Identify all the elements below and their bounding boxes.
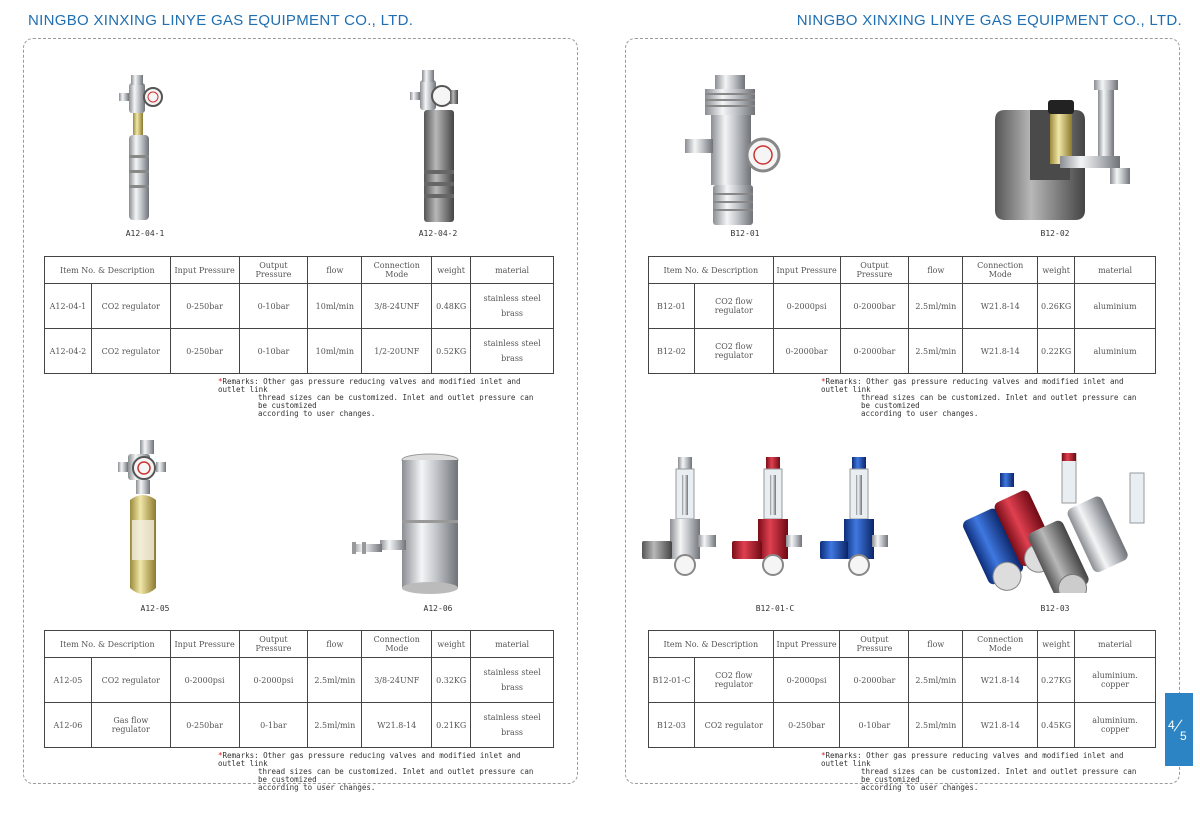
cell-connection: 3/8-24UNF	[362, 284, 432, 329]
header-flow: flow	[308, 631, 362, 658]
material-line: brass	[501, 683, 524, 692]
cell-input: 0-250bar	[170, 284, 239, 329]
material-line: stainless steel	[483, 294, 541, 303]
header-input: Input Pressure	[170, 631, 239, 658]
product-caption: B12-02	[1040, 229, 1070, 238]
page-number-tab	[1165, 693, 1193, 766]
header-weight: weight	[432, 631, 471, 658]
cell-desc: CO2 regulator	[91, 658, 170, 703]
cell-item: B12-02	[649, 329, 695, 374]
cell-weight: 0.21KG	[432, 703, 471, 748]
header-input: Input Pressure	[773, 631, 840, 658]
cell-connection: 1/2-20UNF	[362, 329, 432, 374]
header-connection: Connection Mode	[963, 257, 1038, 284]
product-caption: A12-06	[423, 604, 453, 613]
spec-table	[44, 630, 554, 748]
cell-output: 0-2000psi	[239, 658, 308, 703]
cell-input: 0-2000bar	[773, 329, 840, 374]
cell-material: aluminium. copper	[1075, 703, 1156, 748]
header-weight: weight	[432, 257, 471, 284]
header-weight: weight	[1038, 631, 1075, 658]
cell-weight: 0.52KG	[432, 329, 471, 374]
cell-item: A12-06	[45, 703, 92, 748]
header-connection: Connection Mode	[963, 631, 1038, 658]
cell-connection: W21.8-14	[963, 329, 1038, 374]
header-item: Item No. & Description	[649, 631, 774, 658]
header-flow: flow	[308, 257, 362, 284]
remark-line: thread sizes can be customized. Inlet and outlet pressure can be customized	[861, 393, 1137, 410]
cell-item: B12-03	[649, 703, 695, 748]
remark-line: according to user changes.	[258, 409, 376, 418]
header-material: material	[1075, 257, 1156, 284]
header-item: Item No. & Description	[45, 257, 171, 284]
header-flow: flow	[909, 257, 963, 284]
cell-connection: W21.8-14	[963, 284, 1038, 329]
cell-flow: 2.5ml/min	[308, 703, 362, 748]
remark-note	[218, 752, 538, 792]
remark-note	[218, 378, 538, 418]
table-row	[649, 703, 1156, 748]
product-caption: A12-04-1	[125, 229, 165, 238]
table-row	[45, 703, 554, 748]
cell-output: 0-2000bar	[840, 329, 909, 374]
cell-input: 0-250bar	[170, 329, 239, 374]
product-caption: B12-01-C	[755, 604, 795, 613]
remark-line: Remarks: Other gas pressure reducing valves and modified inlet and outlet link	[218, 751, 521, 768]
cell-output: 0-2000bar	[840, 284, 909, 329]
cell-item: A12-05	[45, 658, 92, 703]
header-output: Output Pressure	[239, 257, 308, 284]
cell-desc: Gas flow regulator	[91, 703, 170, 748]
cell-connection: 3/8-24UNF	[362, 658, 432, 703]
cell-input: 0-2000psi	[170, 658, 239, 703]
cell-connection: W21.8-14	[963, 658, 1038, 703]
remark-star: *	[821, 377, 826, 386]
header-material: material	[471, 631, 554, 658]
cell-input: 0-250bar	[773, 703, 840, 748]
remark-line: Remarks: Other gas pressure reducing valves and modified inlet and outlet link	[821, 377, 1124, 394]
table-row	[45, 284, 554, 329]
cell-weight: 0.26KG	[1038, 284, 1075, 329]
cell-desc: CO2 flow regulator	[694, 658, 773, 703]
company-name: NINGBO XINXING LINYE GAS EQUIPMENT CO., LTD.	[796, 12, 1182, 29]
cell-flow: 2.5ml/min	[909, 703, 963, 748]
cell-desc: CO2 regulator	[91, 329, 170, 374]
total-pages: 5	[1180, 729, 1187, 743]
material-line: stainless steel	[483, 668, 541, 677]
cell-material	[471, 658, 554, 703]
cell-material	[471, 284, 554, 329]
product-caption: A12-05	[140, 604, 170, 613]
remark-note	[821, 378, 1141, 418]
cell-item: A12-04-2	[45, 329, 92, 374]
product-caption: A12-04-2	[418, 229, 458, 238]
product-caption: B12-01	[730, 229, 760, 238]
spec-table	[44, 256, 554, 374]
remark-star: *	[218, 377, 223, 386]
product-image-a12-04-2	[410, 70, 465, 222]
remark-line: according to user changes.	[258, 783, 376, 792]
product-image-b12-01-c	[640, 455, 890, 585]
product-image-b12-02	[990, 80, 1145, 220]
table-row	[649, 284, 1156, 329]
product-image-a12-05	[118, 440, 178, 600]
cell-desc: CO2 regulator	[91, 284, 170, 329]
cell-item: B12-01-C	[649, 658, 695, 703]
cell-output: 0-10bar	[239, 329, 308, 374]
cell-input: 0-2000psi	[773, 658, 840, 703]
cell-connection: W21.8-14	[963, 703, 1038, 748]
cell-item: A12-04-1	[45, 284, 92, 329]
cell-flow: 2.5ml/min	[909, 658, 963, 703]
cell-weight: 0.22KG	[1038, 329, 1075, 374]
remark-line: according to user changes.	[861, 783, 979, 792]
cell-flow: 2.5ml/min	[909, 284, 963, 329]
remark-line: Remarks: Other gas pressure reducing valves and modified inlet and outlet link	[218, 377, 521, 394]
cell-output: 0-2000bar	[840, 658, 909, 703]
remark-line: Remarks: Other gas pressure reducing valves and modified inlet and outlet link	[821, 751, 1124, 768]
material-line: stainless steel	[483, 713, 541, 722]
product-image-b12-03	[950, 453, 1150, 593]
cell-input: 0-2000psi	[773, 284, 840, 329]
header-flow: flow	[909, 631, 963, 658]
cell-flow: 2.5ml/min	[909, 329, 963, 374]
remark-line: thread sizes can be customized. Inlet and outlet pressure can be customized	[258, 393, 534, 410]
header-output: Output Pressure	[840, 631, 909, 658]
cell-item: B12-01	[649, 284, 695, 329]
table-header-row	[45, 631, 554, 658]
header-material: material	[1075, 631, 1156, 658]
cell-output: 0-10bar	[840, 703, 909, 748]
cell-desc: CO2 flow regulator	[694, 284, 773, 329]
header-material: material	[471, 257, 554, 284]
cell-weight: 0.48KG	[432, 284, 471, 329]
cell-desc: CO2 flow regulator	[694, 329, 773, 374]
header-connection: Connection Mode	[362, 257, 432, 284]
cell-flow: 10ml/min	[308, 284, 362, 329]
current-page: 4	[1168, 718, 1175, 732]
remark-line: thread sizes can be customized. Inlet and outlet pressure can be customized	[861, 767, 1137, 784]
cell-desc: CO2 regulator	[694, 703, 773, 748]
cell-weight: 0.27KG	[1038, 658, 1075, 703]
product-image-b12-01	[683, 75, 793, 225]
remark-line: according to user changes.	[861, 409, 979, 418]
table-row	[45, 658, 554, 703]
cell-connection: W21.8-14	[362, 703, 432, 748]
table-header-row	[649, 257, 1156, 284]
cell-weight: 0.45KG	[1038, 703, 1075, 748]
table-header-row	[45, 257, 554, 284]
header-input: Input Pressure	[170, 257, 239, 284]
spec-table	[648, 256, 1156, 374]
cell-output: 0-10bar	[239, 284, 308, 329]
header-output: Output Pressure	[840, 257, 909, 284]
cell-weight: 0.32KG	[432, 658, 471, 703]
spec-table	[648, 630, 1156, 748]
header-input: Input Pressure	[773, 257, 840, 284]
company-name: NINGBO XINXING LINYE GAS EQUIPMENT CO., LTD.	[28, 12, 414, 29]
remark-star: *	[821, 751, 826, 760]
cell-material: aluminium	[1075, 329, 1156, 374]
header-output: Output Pressure	[239, 631, 308, 658]
header-item: Item No. & Description	[649, 257, 774, 284]
remark-star: *	[218, 751, 223, 760]
product-image-a12-04-1	[115, 75, 170, 225]
remark-note	[821, 752, 1141, 792]
cell-material	[471, 703, 554, 748]
cell-material	[471, 329, 554, 374]
remark-line: thread sizes can be customized. Inlet and outlet pressure can be customized	[258, 767, 534, 784]
table-header-row	[649, 631, 1156, 658]
product-image-a12-06	[350, 452, 470, 597]
material-line: brass	[501, 309, 524, 318]
cell-flow: 10ml/min	[308, 329, 362, 374]
material-line: stainless steel	[483, 339, 541, 348]
cell-flow: 2.5ml/min	[308, 658, 362, 703]
header-weight: weight	[1038, 257, 1075, 284]
material-line: brass	[501, 728, 524, 737]
product-caption: B12-03	[1040, 604, 1070, 613]
table-row	[649, 658, 1156, 703]
cell-material: aluminium. copper	[1075, 658, 1156, 703]
table-row	[649, 329, 1156, 374]
cell-input: 0-250bar	[170, 703, 239, 748]
cell-material: aluminium	[1075, 284, 1156, 329]
table-row	[45, 329, 554, 374]
header-item: Item No. & Description	[45, 631, 171, 658]
cell-output: 0-1bar	[239, 703, 308, 748]
header-connection: Connection Mode	[362, 631, 432, 658]
material-line: brass	[501, 354, 524, 363]
